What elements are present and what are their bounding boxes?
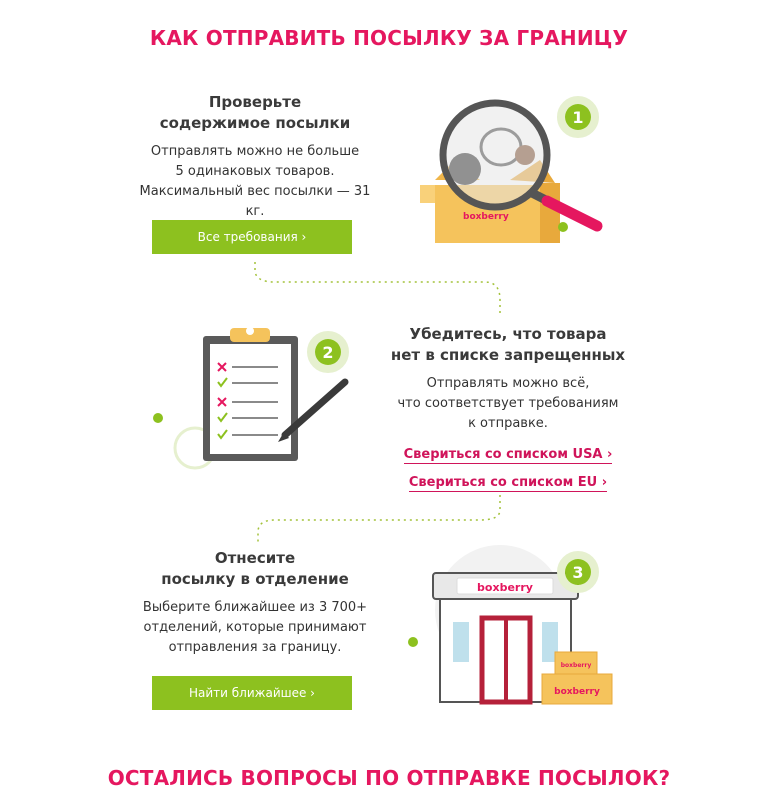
usa-list-link[interactable]: Свериться со списком USA › xyxy=(403,447,613,462)
step-2-text-line2: что соответствует требованиям xyxy=(397,396,619,411)
box-side xyxy=(540,183,560,243)
eu-list-link[interactable]: Свериться со списком EU › xyxy=(408,475,608,490)
box-brand-label: boxberry xyxy=(463,212,509,222)
step-1-block xyxy=(130,92,380,222)
step-1-text-line1: Отправлять можно не больше xyxy=(150,144,360,159)
step-1-title-line2: содержимое посылки xyxy=(159,114,351,132)
step-1-badge-number: 1 xyxy=(572,108,584,127)
step-2-text-line1: Отправлять можно всё, xyxy=(426,376,590,391)
step-3-text-line1: Выберите ближайшее из 3 700+ xyxy=(142,600,368,615)
step-3-text-line2: отделений, которые принимают xyxy=(143,620,367,635)
find-nearest-button[interactable]: Найти ближайшее › xyxy=(152,676,352,710)
step-2-illustration xyxy=(150,320,370,480)
all-requirements-button[interactable]: Все требования › xyxy=(152,220,352,254)
step-3-badge-number: 3 xyxy=(572,563,584,582)
store-brand-label: boxberry xyxy=(477,581,533,594)
svg-text:boxberry: boxberry xyxy=(560,662,592,669)
step-1-title-line1: Проверьте xyxy=(208,93,302,111)
usa-list-link-wrap xyxy=(388,443,628,462)
step-2-text-line3: к отправке. xyxy=(468,416,548,431)
step-2-block xyxy=(388,324,628,434)
page-title: КАК ОТПРАВИТЬ ПОСЫЛКУ ЗА ГРАНИЦУ xyxy=(149,26,629,50)
step-3-title-line2: посылку в отделение xyxy=(161,570,349,588)
step-2-title-line1: Убедитесь, что товара xyxy=(409,325,607,343)
step-2-badge-number: 2 xyxy=(322,343,334,362)
step-1-text-line2: 5 одинаковых товаров. xyxy=(175,164,335,179)
step-2-title-line2: нет в списке запрещенных xyxy=(390,346,626,364)
box-brand-label-3: boxberry xyxy=(554,687,600,697)
eu-list-link-wrap xyxy=(388,471,628,490)
footer-title: ОСТАЛИСЬ ВОПРОСЫ ПО ОТПРАВКЕ ПОСЫЛОК? xyxy=(107,766,671,790)
step-3-title-line1: Отнесите xyxy=(214,549,296,567)
step-3-block xyxy=(130,548,380,658)
step-3-illustration xyxy=(395,540,625,715)
step-1-illustration xyxy=(405,85,615,250)
step-1-text-line3: Максимальный вес посылки — 31 кг. xyxy=(139,184,371,219)
step-3-text-line3: отправления за границу. xyxy=(168,640,342,655)
